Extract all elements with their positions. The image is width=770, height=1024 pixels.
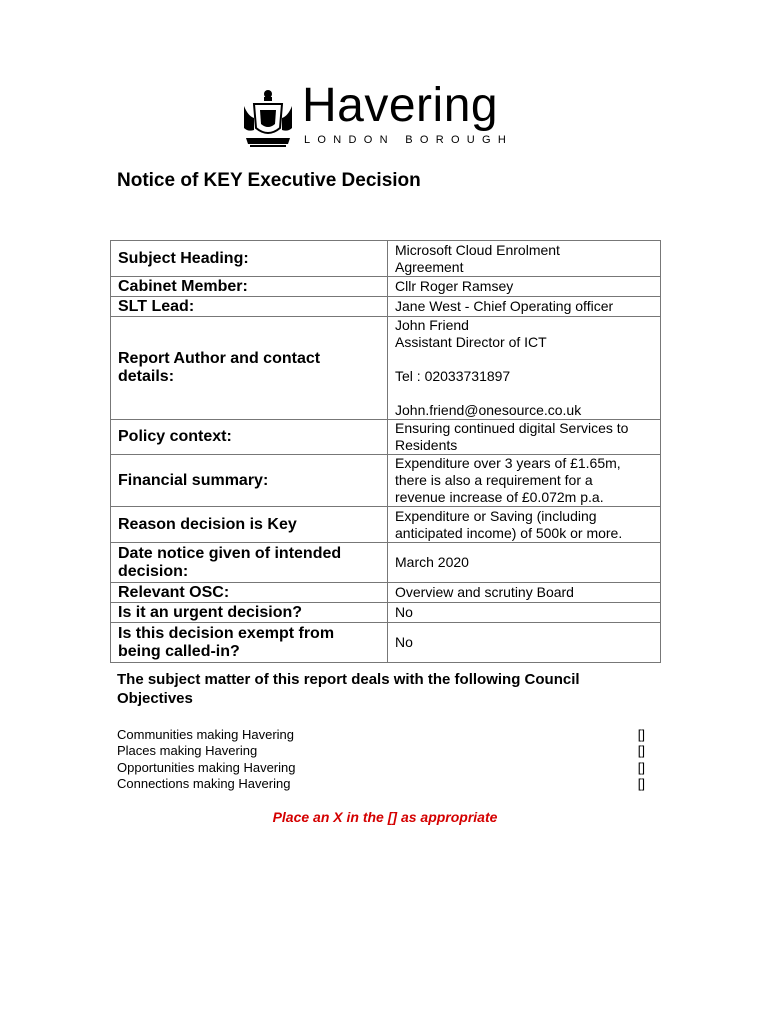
- document-title: Notice of KEY Executive Decision: [117, 170, 421, 191]
- borough-crest-icon: [240, 88, 296, 148]
- row-label: SLT Lead:: [111, 297, 388, 317]
- table-row: [111, 317, 661, 420]
- list-item: [117, 743, 645, 759]
- row-label: Relevant OSC:: [111, 583, 388, 603]
- table-row: [111, 455, 661, 507]
- row-value: Expenditure over 3 years of £1.65m, there is also a requirement for a revenue increase of £0.072m p.a.: [388, 455, 661, 507]
- row-label: Is this decision exempt from being called-in?: [111, 623, 388, 663]
- table-row: [111, 603, 661, 623]
- row-value: No: [388, 623, 661, 663]
- objective-label: Places making Havering: [117, 743, 258, 759]
- brand-name: Havering: [302, 79, 499, 132]
- table-row: [111, 623, 661, 663]
- table-row: [111, 420, 661, 455]
- table-row: [111, 277, 661, 297]
- row-value: Jane West - Chief Operating officer: [388, 297, 661, 317]
- brand-subtitle: LONDON BOROUGH: [304, 134, 514, 146]
- row-label: Reason decision is Key: [111, 507, 388, 543]
- objective-label: Connections making Havering: [117, 775, 291, 791]
- table-row: [111, 507, 661, 543]
- objectives-heading: The subject matter of this report deals with the following Council Objectives: [117, 671, 580, 707]
- row-label: Policy context:: [111, 420, 388, 455]
- row-value: Expenditure or Saving (including anticipated income) of 500k or more.: [388, 507, 661, 543]
- table-row: [111, 543, 661, 583]
- havering-logo: [240, 79, 530, 150]
- row-value: March 2020: [388, 543, 661, 583]
- row-label: Financial summary:: [111, 455, 388, 507]
- list-item: [117, 760, 645, 776]
- list-item: [117, 776, 645, 792]
- row-value: Cllr Roger Ramsey: [388, 277, 661, 297]
- row-value: John Friend Assistant Director of ICT Tel : 02033731897 John.friend@onesource.co.uk: [388, 317, 661, 420]
- objective-checkbox[interactable]: []: [637, 759, 645, 775]
- instruction-note: Place an X in the [] as appropriate: [272, 809, 498, 825]
- objective-label: Opportunities making Havering: [117, 759, 296, 775]
- row-label: Report Author and contact details:: [111, 317, 388, 420]
- list-item: [117, 727, 645, 743]
- table-row: [111, 241, 661, 277]
- table-row: [111, 297, 661, 317]
- objective-checkbox[interactable]: []: [637, 743, 645, 759]
- row-value: Overview and scrutiny Board: [388, 583, 661, 603]
- objectives-list: [117, 727, 645, 792]
- objective-checkbox[interactable]: []: [637, 727, 645, 742]
- row-label: Is it an urgent decision?: [111, 603, 388, 623]
- objective-checkbox[interactable]: []: [637, 775, 645, 791]
- row-value: Ensuring continued digital Services to Residents: [388, 420, 661, 455]
- row-label: Cabinet Member:: [111, 277, 388, 297]
- decision-details-table: [110, 240, 661, 663]
- row-value: Microsoft Cloud Enrolment Agreement: [388, 241, 661, 277]
- row-value: No: [388, 603, 661, 623]
- row-label: Date notice given of intended decision:: [111, 543, 388, 583]
- objective-label: Communities making Havering: [117, 727, 295, 742]
- row-label: Subject Heading:: [111, 241, 388, 277]
- table-row: [111, 583, 661, 603]
